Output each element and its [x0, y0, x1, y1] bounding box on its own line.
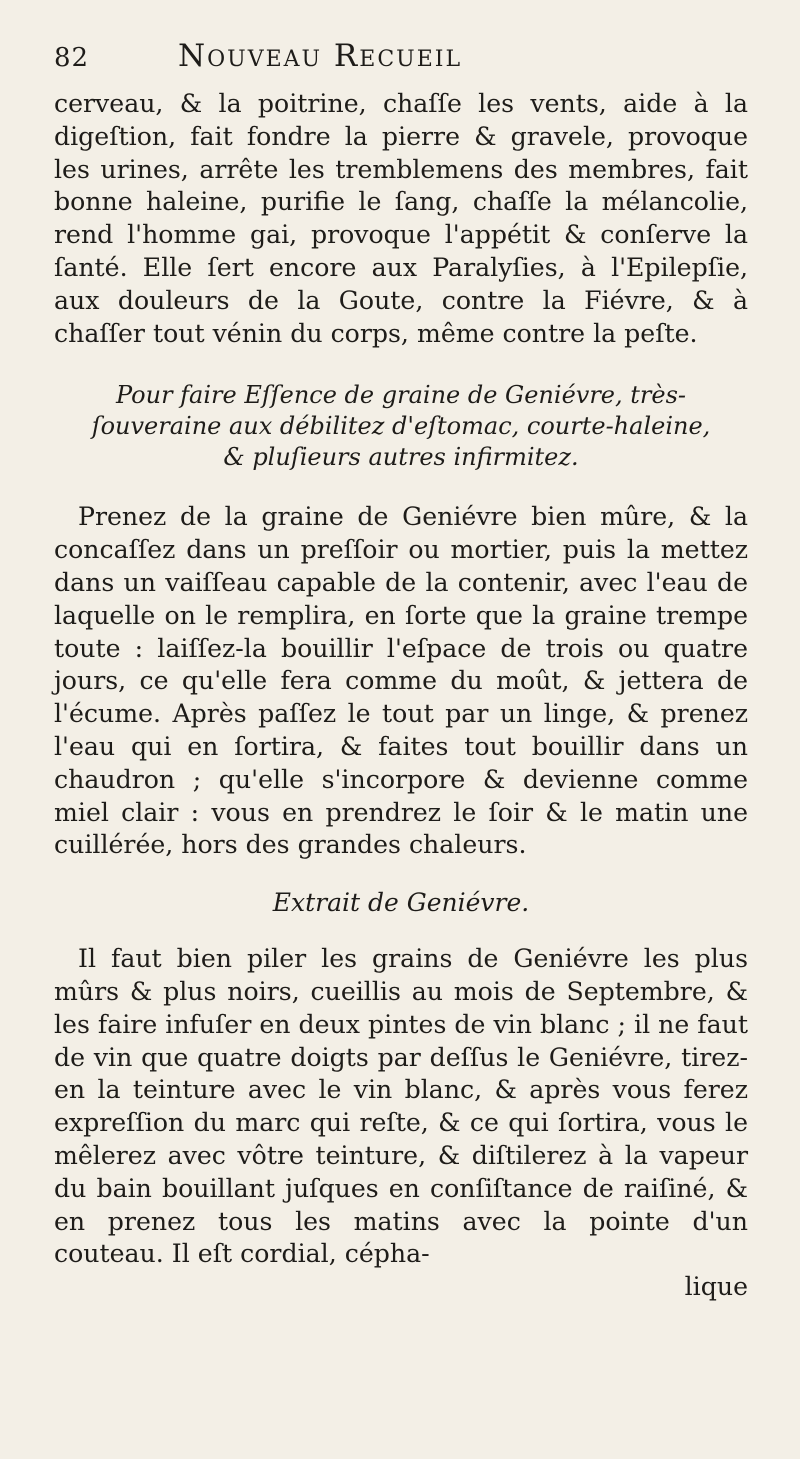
running-title: Nouveau Recueil [178, 38, 463, 74]
paragraph-2: Prenez de la graine de Geniévre bien mûre, & la concaſſez dans un preſſoir ou mortier, puis la mettez dans un vaiſſeau capable de la contenir, avec l'eau de laquelle on le remplira, en ſorte que la graine trempe toute : laiſſez-la bouillir l'eſpace de trois ou quatre jours, ce qu'elle fera comme du moût, & jettera de l'écume. Après paſſez le tout par un linge, & prenez l'eau qui en ſortira, & faites tout bouillir dans un chaudron ; qu'elle s'incorpore & devienne comme miel clair : vous en prendrez le ſoir & le matin une cuillérée, hors des grandes chaleurs. [54, 502, 748, 860]
paragraph-1: cerveau, & la poitrine, chaſſe les vents, aide à la digeſtion, fait fondre la pierre & gravele, provoque les urines, arrête les tremblemens des membres, fait bonne haleine, purifie le ſang, chaſſe la mélancolie, rend l'homme gai, provoque l'appétit & conſerve la ſanté. Elle ſert encore aux Paralyſies, à l'Epilepſie, aux douleurs de la Goute, contre la Fiévre, & à chaſſer tout vénin du corps, même contre la peſte. [54, 89, 748, 348]
paragraph-3: Il faut bien piler les grains de Geniévre les plus mûrs & plus noirs, cueillis au mois de Septembre, & les faire infuſer en deux pintes de vin blanc ; il ne faut de vin que quatre doigts par deſſus le Geniévre, tirez-en la teinture avec le vin blanc, & après vous ferez expreſſion du marc qui reſte, & ce qui ſortira, vous le mêlerez avec vôtre teinture, & diſtilerez à la vapeur du bain bouillant juſques en conſiſtance de raiſiné, & en prenez tous les matins avec la pointe d'un couteau. Il eſt cordial, cépha- [54, 944, 748, 1269]
recipe-heading-essence: Pour faire Eſſence de graine de Geniévre, très-ſouveraine aux débilitez d'eſtomac, courte-haleine, & pluſieurs autres infirmitez. [91, 381, 711, 472]
catchword: lique [684, 1272, 748, 1302]
recipe-heading-extract: Extrait de Geniévre. [272, 888, 530, 918]
page-header [54, 38, 748, 88]
page-number: 82 [54, 43, 90, 73]
